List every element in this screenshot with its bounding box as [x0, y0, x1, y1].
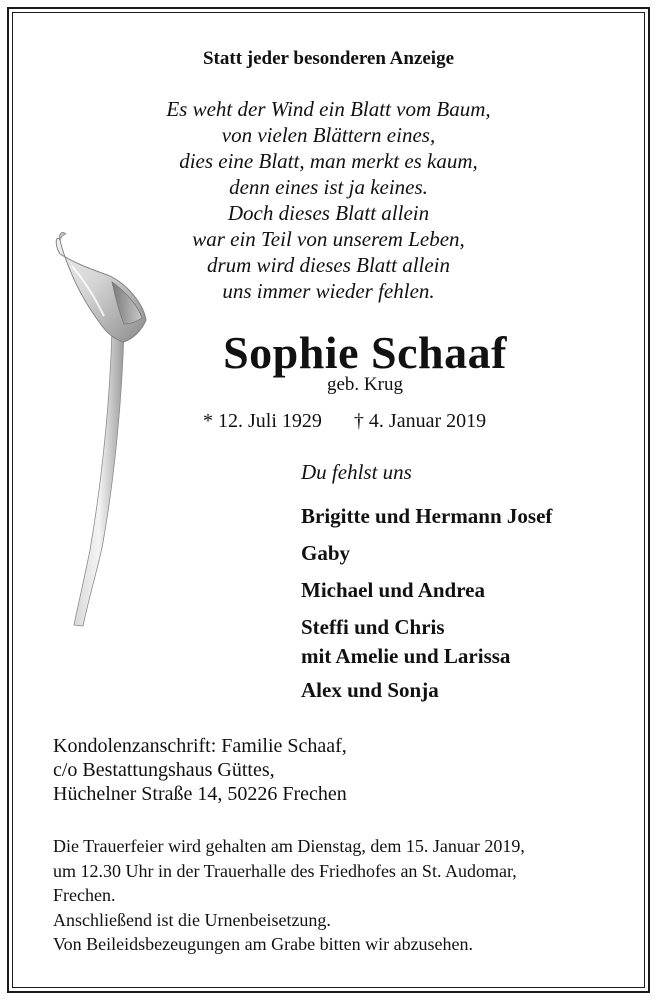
life-dates: [203, 410, 486, 433]
birth-date: * 12. Juli 1929: [203, 410, 322, 432]
family-member: Steffi und Chris: [301, 615, 445, 639]
poem-line: Doch dieses Blatt allein: [227, 201, 430, 225]
family-member: Brigitte und Hermann Josef: [301, 504, 553, 528]
family-member: Gaby: [301, 541, 351, 565]
birth-name: geb. Krug: [327, 374, 403, 395]
condolence-line: Hüchelner Straße 14, 50226 Frechen: [53, 783, 347, 805]
family-member: Alex und Sonja: [301, 678, 439, 702]
deceased-name: Sophie Schaaf: [223, 327, 507, 378]
poem-line: drum wird dieses Blatt allein: [206, 253, 451, 277]
poem-line: uns immer wieder fehlen.: [222, 279, 435, 303]
ceremony-line: um 12.30 Uhr in der Trauerhalle des Friedhofes an St. Audomar,: [53, 860, 517, 881]
family-list: [301, 498, 552, 709]
family-member: mit Amelie und Larissa: [301, 644, 511, 668]
poem-line: dies eine Blatt, man merkt es kaum,: [179, 149, 478, 173]
death-date: † 4. Januar 2019: [353, 410, 487, 432]
ceremony-line: Von Beileidsbezeugungen am Grabe bitten wir abzusehen.: [53, 934, 474, 954]
ceremony-line: Die Trauerfeier wird gehalten am Dienstag, dem 15. Januar 2019,: [53, 836, 525, 856]
ceremony-line: Frechen.: [53, 885, 116, 905]
poem-line: von vielen Blättern eines,: [221, 123, 436, 147]
ceremony-info: [53, 834, 633, 957]
missing-line: Du fehlst uns: [301, 460, 412, 484]
notice-header: Statt jeder besonderen Anzeige: [202, 48, 455, 69]
family-member: Michael und Andrea: [301, 578, 485, 602]
poem-line: denn eines ist ja keines.: [229, 175, 428, 199]
poem-line: war ein Teil von unserem Leben,: [192, 227, 465, 251]
ceremony-line: Anschließend ist die Urnenbeisetzung.: [53, 909, 331, 930]
condolence-line: Kondolenzanschrift: Familie Schaaf,: [53, 735, 347, 757]
poem-line: Es weht der Wind ein Blatt vom Baum,: [166, 97, 491, 121]
calla-lily-icon: [50, 230, 160, 630]
condolence-line: c/o Bestattungshaus Güttes,: [53, 759, 275, 781]
condolence-address: [53, 734, 347, 806]
